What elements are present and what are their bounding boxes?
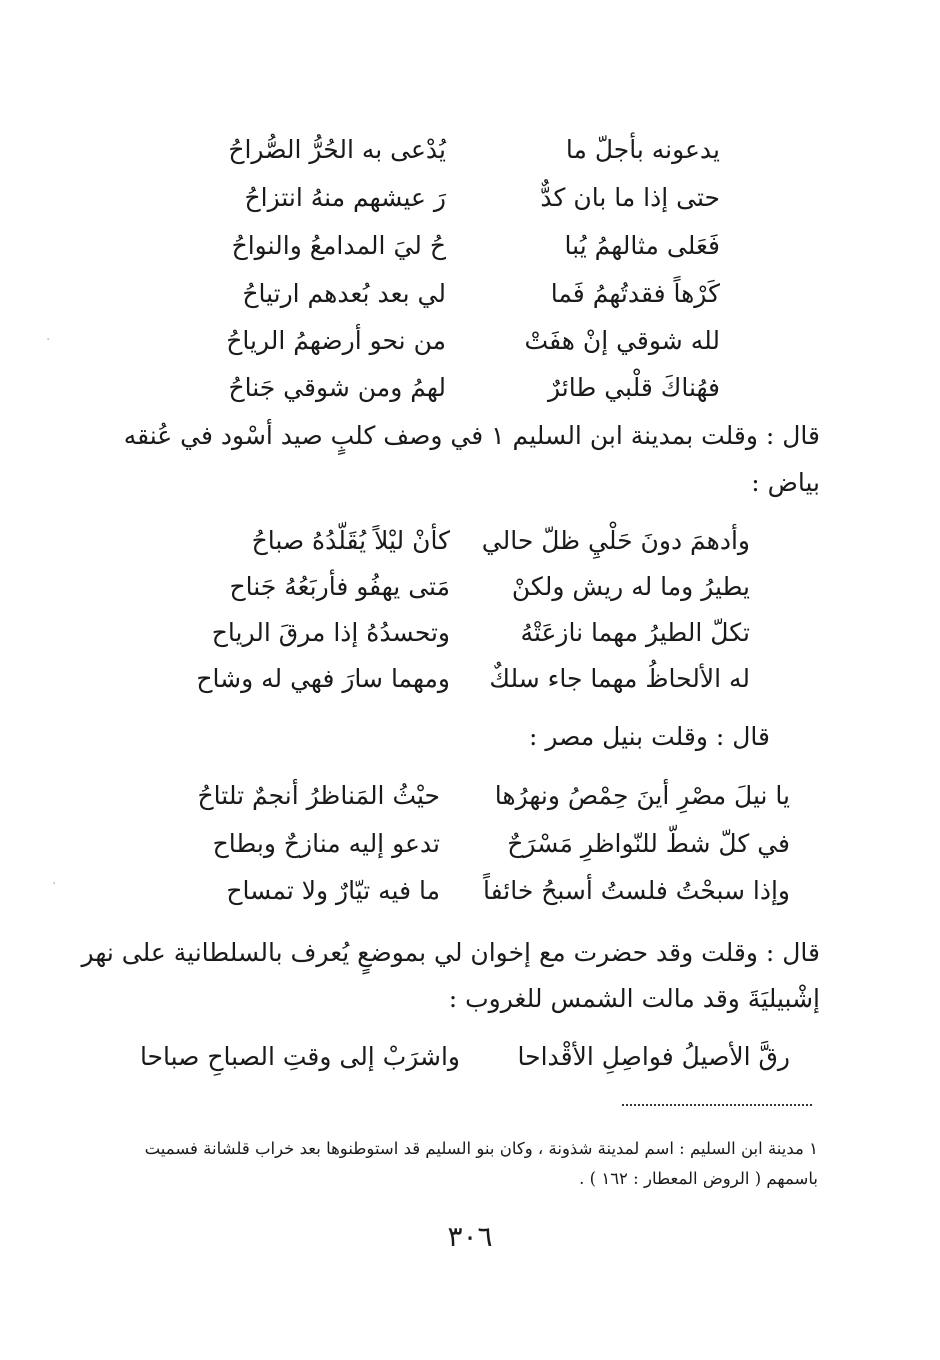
footnote-separator (622, 1104, 812, 1106)
verse (200, 128, 720, 172)
verse-first-hemistich: رقَّ الأصيلُ فواصِلِ الأقْداحا (517, 1042, 790, 1071)
verse-first-hemistich: فهُناكَ قلْبي طائرٌ (547, 373, 720, 402)
verse-first-hemistich: فَعَلى مثالهمُ يُبا (564, 231, 720, 260)
verse-first-hemistich: وإذا سبحْتُ فلستُ أسبحُ خائفاً (482, 876, 790, 905)
verse-first-hemistich: يطيرُ وما له ريش ولكنْ (511, 572, 750, 601)
verse-second-hemistich: كأنْ ليْلاً يُقَلّدُهُ صباحُ (251, 526, 450, 555)
verse (200, 319, 720, 363)
verse (200, 224, 720, 268)
verse-second-hemistich: ما فيه تيّارٌ ولا تمساح (226, 876, 440, 905)
footnote-line: باسمهم ( الروض المعطار : ١٦٢ ) . (579, 1169, 818, 1188)
verse-first-hemistich: يا نيلَ مصْرِ أينَ حِمْصُ ونهرُها (494, 781, 790, 810)
verse-second-hemistich: ومهما سارَ فهي له وشاح (196, 664, 450, 693)
verse-first-hemistich: تكلّ الطيرُ مهما نازعَتْهُ (520, 618, 750, 647)
verse (180, 611, 750, 655)
verse-second-hemistich: من نحو أرضهمُ الرياحُ (226, 326, 446, 355)
scan-mark-dot: · (46, 332, 51, 348)
verse-first-hemistich: وأدهمَ دونَ حَلْيِ ظلّ حالي (481, 526, 750, 555)
verse (140, 869, 790, 913)
verse-second-hemistich: واشرَبْ إلى وقتِ الصباحِ صباحا (139, 1042, 460, 1071)
verse-second-hemistich: يُدْعى به الحُرُّ الصُّراحُ (228, 135, 446, 164)
verse-second-hemistich: رَ عيشهم منهُ انتزاحُ (244, 183, 446, 212)
verse-first-hemistich: في كلّ شطّ للنّواظرِ مَسْرَحٌ (507, 829, 790, 858)
verse (200, 176, 720, 220)
verse (140, 774, 790, 818)
verse-second-hemistich: مَتى يهفُو فأربَعُهُ جَناح (229, 572, 450, 601)
verse-second-hemistich: حُ ليَ المدامعُ والنواحُ (231, 231, 446, 260)
verse (200, 272, 720, 316)
verse-second-hemistich: لهمُ ومن شوقي جَناحُ (228, 373, 446, 402)
verse-first-hemistich: حتى إذا ما بان كدٌّ (540, 183, 720, 212)
prose-line: قال : وقلت وقد حضرت مع إخوان لي بموضعٍ يُعرف بالسلطانية على نهر (81, 938, 820, 967)
verse-first-hemistich: يدعونه بأجلّ ما (565, 135, 720, 164)
prose-line: بياض : (751, 468, 820, 497)
verse (180, 519, 750, 563)
verse-second-hemistich: لي بعد بُعدهم ارتياحُ (242, 279, 446, 308)
footnote-line: ١ مدينة ابن السليم : اسم لمدينة شذونة ، وكان بنو السليم قد استوطنوها بعد خراب قلشانة فسميت (144, 1139, 818, 1158)
verse-second-hemistich: تدعو إليه منازحٌ وبطاح (212, 829, 440, 858)
prose-line: إشْبيليَةَ وقد مالت الشمس للغروب : (448, 984, 820, 1013)
verse (180, 657, 750, 701)
page-number: ٣٠٦ (447, 1220, 493, 1253)
prose-line: قال : وقلت بنيل مصر : (528, 722, 770, 751)
verse (200, 366, 720, 410)
verse (140, 1035, 790, 1079)
verse-first-hemistich: لله شوقي إنْ هفَتْ (524, 326, 720, 355)
scan-mark-dot: · (52, 876, 57, 892)
prose-line: قال : وقلت بمدينة ابن السليم ١ في وصف كلبٍ صيد أسْود في عُنقه (123, 421, 820, 450)
verse-first-hemistich: كَرْهاً فقدتُهمُ فَما (550, 279, 720, 308)
verse-second-hemistich: حيْثُ المَناظرُ أنجمٌ تلتاحُ (197, 781, 440, 810)
verse-second-hemistich: وتحسدُهُ إذا مرقَ الرياح (211, 618, 450, 647)
verse (180, 565, 750, 609)
verse-first-hemistich: له الألحاظُ مهما جاء سلكٌ (489, 664, 750, 693)
verse (140, 822, 790, 866)
